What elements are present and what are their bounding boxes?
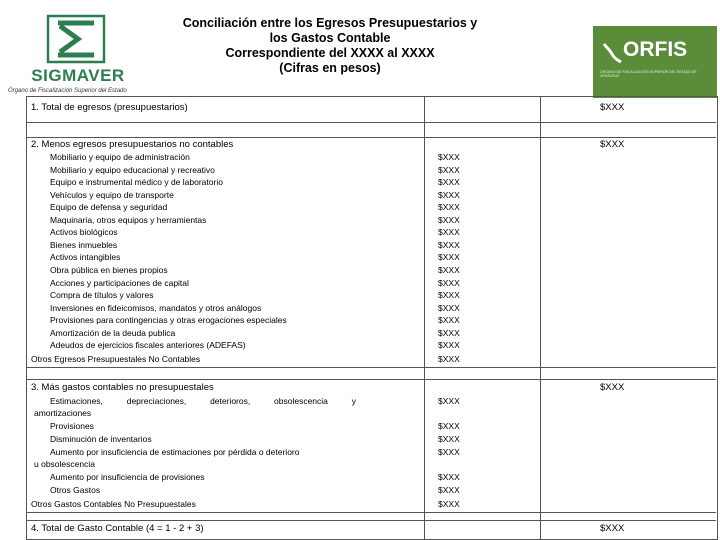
total-column-divider (540, 96, 541, 539)
estimaciones-word: obsolescencia (274, 396, 328, 406)
orfis-logo-subtitle: ÓRGANO DE FISCALIZACIÓN SUPERIOR DEL ESTADO DE VERACRUZ (600, 70, 697, 78)
section-3-total: $XXX (600, 382, 625, 393)
section-2-item-amount: $XXX (438, 327, 460, 338)
sigma-icon (46, 14, 108, 64)
estimaciones-word: depreciaciones, (126, 396, 187, 406)
row-divider (26, 520, 716, 521)
section-2-item-amount: $XXX (438, 252, 460, 263)
section-2-item-label: Compra de títulos y valores (50, 290, 154, 301)
section-2-item-label: Maquinaria, otros equipos y herramientas (50, 214, 207, 225)
section-2-item-label: Activos biológicos (50, 227, 118, 238)
title-line-3: Correspondiente del XXXX al XXXX (225, 46, 435, 60)
title-line-2: los Gastos Contable (269, 31, 391, 45)
document-title (160, 16, 500, 76)
section-2-item-label: Adeudos de ejercicios fiscales anteriores (ADEFAS) (50, 340, 246, 351)
section-3-other-label: Otros Gastos Contables No Presupuestales (31, 499, 196, 509)
section-2-item-label: Obra pública en bienes propios (50, 264, 168, 275)
aumento-provisiones-amount: $XXX (438, 472, 460, 482)
section-2-item-label: Activos intangibles (50, 252, 121, 263)
section-2-item-amount: $XXX (438, 340, 460, 351)
section-2-item-label: Equipo de defensa y seguridad (50, 202, 168, 213)
estimaciones-label-line-2: amortizaciones (34, 408, 92, 418)
section-2-item-label: Provisiones para contingencias y otras erogaciones especiales (50, 315, 287, 326)
section-3-label: 3. Más gastos contables no presupuestales (31, 382, 214, 393)
row-divider (26, 137, 716, 138)
section-2-item-label: Vehículos y equipo de transporte (50, 189, 174, 200)
estimaciones-word: deterioros, (210, 396, 251, 406)
section-2-item-amount: $XXX (438, 214, 460, 225)
title-line-1: Conciliación entre los Egresos Presupuestarios y (182, 16, 478, 30)
estimaciones-amount: $XXX (438, 396, 460, 406)
section-4-total: $XXX (600, 523, 625, 534)
section-3-other-amount: $XXX (438, 499, 460, 509)
section-2-item-label: Amortización de la deuda publica (50, 327, 176, 338)
estimaciones-word: y (351, 396, 356, 406)
title-line-4: (Cifras en pesos) (279, 61, 381, 75)
section-4-label: 4. Total de Gasto Contable (4 = 1 - 2 + 3) (31, 523, 204, 534)
aumento-estimaciones-label-line-2: u obsolescencia (34, 459, 95, 469)
sigmaver-logo-text: SIGMAVER (31, 66, 125, 85)
section-2-item-label: Equipo e instrumental médico y de laboratorio (50, 177, 223, 188)
section-2-item-amount: $XXX (438, 302, 460, 313)
section-2-item-amount: $XXX (438, 315, 460, 326)
row-divider (26, 512, 716, 513)
section-2-item-amount: $XXX (438, 277, 460, 288)
provisiones-label: Provisiones (50, 421, 94, 431)
section-2-item-amount: $XXX (438, 164, 460, 175)
org-caption: Órgano de Fiscalización Superior del Estado (8, 88, 127, 94)
section-1-total: $XXX (600, 102, 625, 113)
provisiones-amount: $XXX (438, 421, 460, 431)
section-2-label: 2. Menos egresos presupuestarios no contables (31, 139, 234, 150)
row-divider (26, 379, 716, 380)
section-2-item-amount: $XXX (438, 202, 460, 213)
orfis-logo-text: ORFIS (623, 38, 688, 61)
section-2-other-amount: $XXX (438, 354, 460, 364)
section-2-item-label: Inversiones en fideicomisos, mandatos y otros análogos (50, 302, 262, 313)
section-2-item-label: Acciones y participaciones de capital (50, 277, 189, 288)
estimaciones-word: Estimaciones, (50, 396, 103, 406)
section-2-item-label: Bienes inmuebles (50, 239, 118, 250)
section-2-item-amount: $XXX (438, 290, 460, 301)
row-divider (26, 122, 716, 123)
section-2-item-label: Mobiliario y equipo educacional y recreativo (50, 164, 215, 175)
aumento-provisiones-label: Aumento por insuficiencia de provisiones (50, 472, 205, 482)
section-2-item-amount: $XXX (438, 189, 460, 200)
row-divider (26, 367, 716, 368)
orfis-logo (593, 26, 717, 98)
section-2-item-amount: $XXX (438, 177, 460, 188)
section-2-item-label: Mobiliario y equipo de administración (50, 152, 190, 162)
disminucion-inventarios-amount: $XXX (438, 434, 460, 444)
section-2-item-amount: $XXX (438, 239, 460, 250)
section-2-item-amount: $XXX (438, 227, 460, 238)
otros-gastos-amount: $XXX (438, 485, 460, 495)
aumento-estimaciones-label-line-1: Aumento por insuficiencia de estimaciones por pérdida o deterioro (50, 447, 300, 457)
section-2-other-label: Otros Egresos Presupuestales No Contables (31, 354, 201, 364)
section-2-total: $XXX (600, 139, 625, 150)
amount-column-divider (424, 96, 425, 539)
sigmaver-logo (28, 14, 128, 86)
disminucion-inventarios-label: Disminución de inventarios (50, 434, 152, 444)
section-2-item-amount: $XXX (438, 264, 460, 275)
estimaciones-label-line-1 (50, 395, 356, 408)
aumento-estimaciones-amount: $XXX (438, 447, 460, 457)
section-1-label: 1. Total de egresos (presupuestarios) (31, 102, 188, 113)
section-2-item-amount: $XXX (438, 152, 460, 162)
veracruz-map-icon (601, 42, 623, 64)
otros-gastos-label: Otros Gastos (50, 485, 101, 495)
